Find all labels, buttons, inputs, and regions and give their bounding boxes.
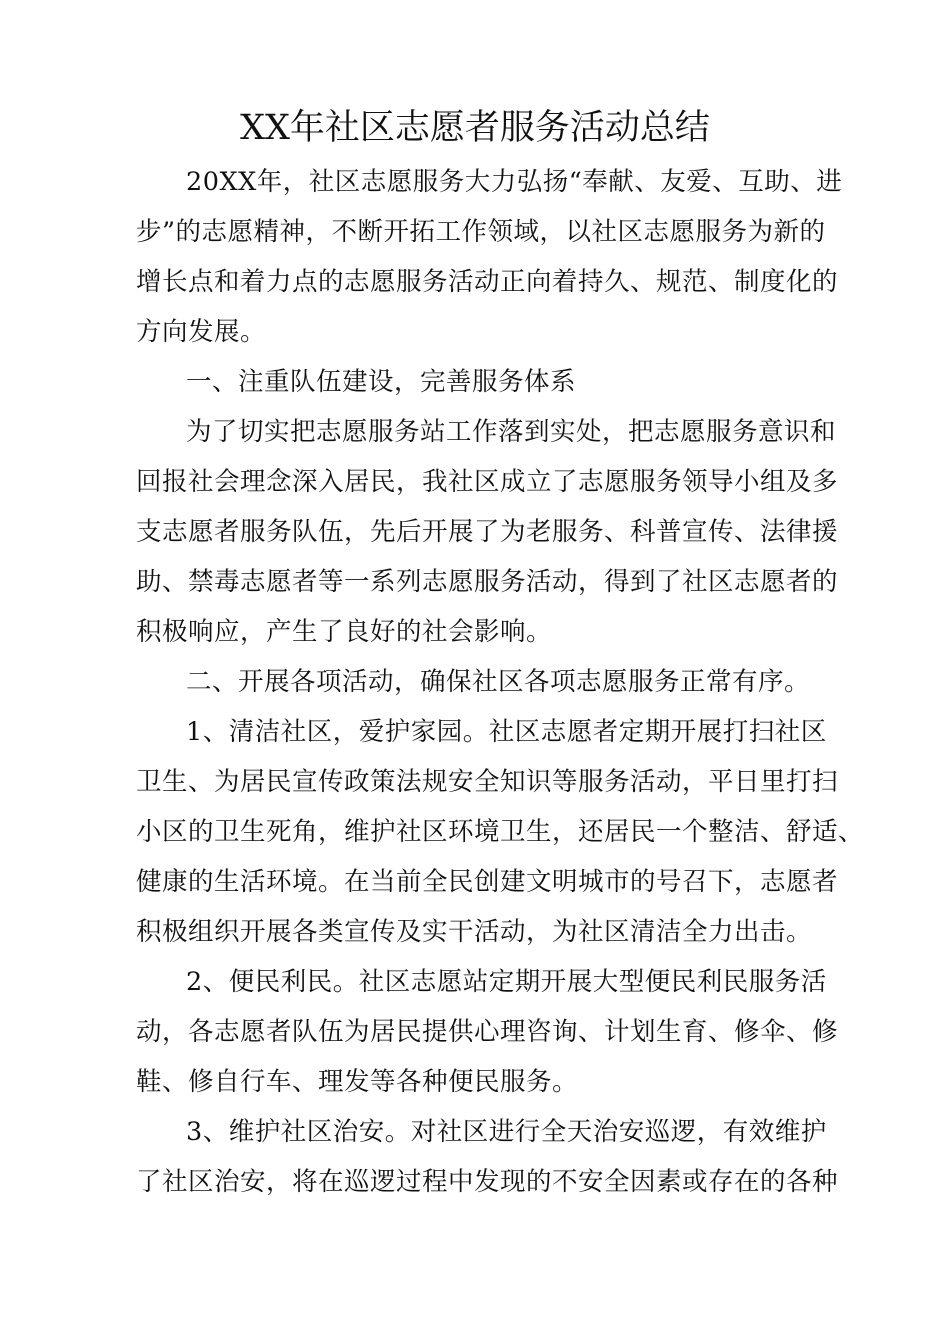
paragraph-line: 积极组织开展各类宣传及实干活动，为社区清洁全力出击。 [136,917,813,947]
paragraph-line: 支志愿者服务队伍，先后开展了为老服务、科普宣传、法律援 [136,517,839,547]
document-title: XX年社区志愿者服务活动总结 [240,108,710,148]
paragraph-line: 3、维护社区治安。对社区进行全天治安巡逻，有效维护 [186,1117,827,1147]
paragraph-line: 卫生、为居民宣传政策法规安全知识等服务活动，平日里打扫 [136,767,839,797]
paragraph-line: 方向发展。 [136,317,267,347]
paragraph-line: 增长点和着力点的志愿服务活动正向着持久、规范、制度化的 [136,267,839,297]
paragraph-line: 小区的卫生死角，维护社区环境卫生，还居民一个整洁、舒适、 [136,817,865,847]
paragraph-line: 助、禁毒志愿者等一系列志愿服务活动，得到了社区志愿者的 [136,567,839,597]
section-heading: 一、注重队伍建设，完善服务体系 [186,367,577,397]
paragraph-line: 1、清洁社区，爱护家园。社区志愿者定期开展打扫社区 [186,717,827,747]
paragraph-line: 回报社会理念深入居民，我社区成立了志愿服务领导小组及多 [136,467,839,497]
paragraph-line: 动，各志愿者队伍为居民提供心理咨询、计划生育、修伞、修 [136,1017,839,1047]
paragraph-line: 2、便民利民。社区志愿站定期开展大型便民利民服务活 [186,967,827,997]
paragraph-line: 积极响应，产生了良好的社会影响。 [136,617,553,647]
paragraph-line: 为了切实把志愿服务站工作落到实处，把志愿服务意识和 [186,417,837,447]
paragraph-line: 步”的志愿精神，不断开拓工作领域，以社区志愿服务为新的 [136,217,826,247]
section-heading: 二、开展各项活动，确保社区各项志愿服务正常有序。 [186,667,811,697]
paragraph-line: 鞋、修自行车、理发等各种便民服务。 [136,1067,579,1097]
paragraph-line: 20XX年，社区志愿服务大力弘扬“奉献、友爱、互助、进 [186,167,843,197]
paragraph-line: 健康的生活环境。在当前全民创建文明城市的号召下，志愿者 [136,867,839,897]
paragraph-line: 了社区治安，将在巡逻过程中发现的不安全因素或存在的各种 [136,1167,839,1197]
